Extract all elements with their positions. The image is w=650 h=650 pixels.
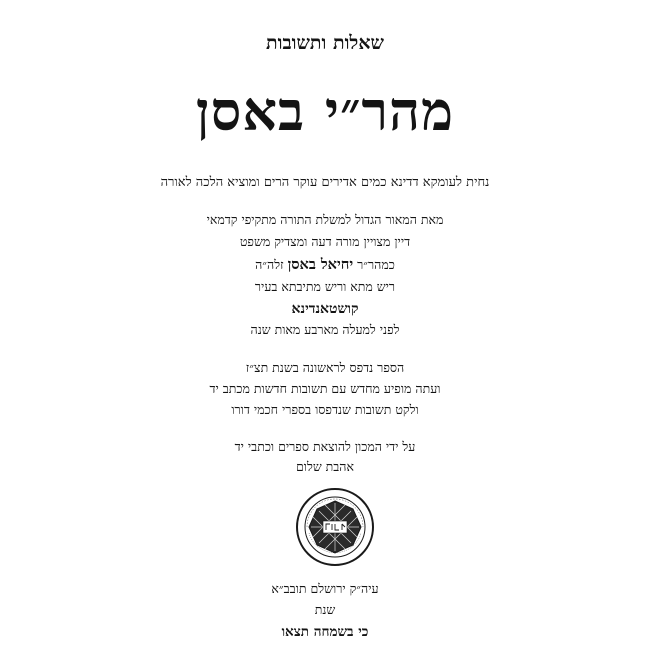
author-suffix: זלה״ה — [255, 257, 284, 272]
imprint-place: עיה״ק ירושלם תובב״א — [271, 581, 379, 596]
author-line-3 — [0, 258, 650, 273]
book-description: נחית לעומקא דדינא כמים אדירים עוקר הרים ומוציא הלכה לאורה — [160, 175, 490, 190]
publication-line-3: ולקט תשובות שנדפסו בספרי חכמי דורו — [231, 402, 419, 417]
author-line-4: ריש מתא וריש מתיבתא בעיר — [254, 279, 396, 294]
imprint-year: כי בשמחה תצאו — [281, 624, 369, 640]
author-name: יחיאל באסן — [287, 256, 354, 273]
series-title: שאלות ותשובות — [266, 32, 384, 54]
author-line-1: מאת המאור הגדול למשלת התורה מתקיפי קדמאי — [206, 212, 444, 227]
author-honorific: כמהר״ר — [357, 257, 395, 272]
author-city: קושטאנדינא — [291, 301, 359, 317]
author-line-6: לפני למעלה מארבע מאות שנה — [250, 322, 400, 337]
publisher-line-2: אהבת שלום — [295, 459, 354, 474]
book-title: מהר״י באסן — [195, 79, 455, 143]
author-line-2: דיין מצויין מורה דעה ומצדיק משפט — [239, 234, 411, 249]
publication-line-2: ועתה מופיע מחדש עם תשובות חדשות מכתב יד — [209, 381, 441, 396]
publication-line-1: הספר נדפס לראשונה בשנת תצ״ז — [245, 360, 405, 375]
imprint-year-label: שנת — [314, 602, 336, 617]
publisher-seal-icon — [295, 487, 375, 567]
publisher-line-1: על ידי המכון להוצאת ספרים וכתבי יד — [234, 439, 416, 454]
